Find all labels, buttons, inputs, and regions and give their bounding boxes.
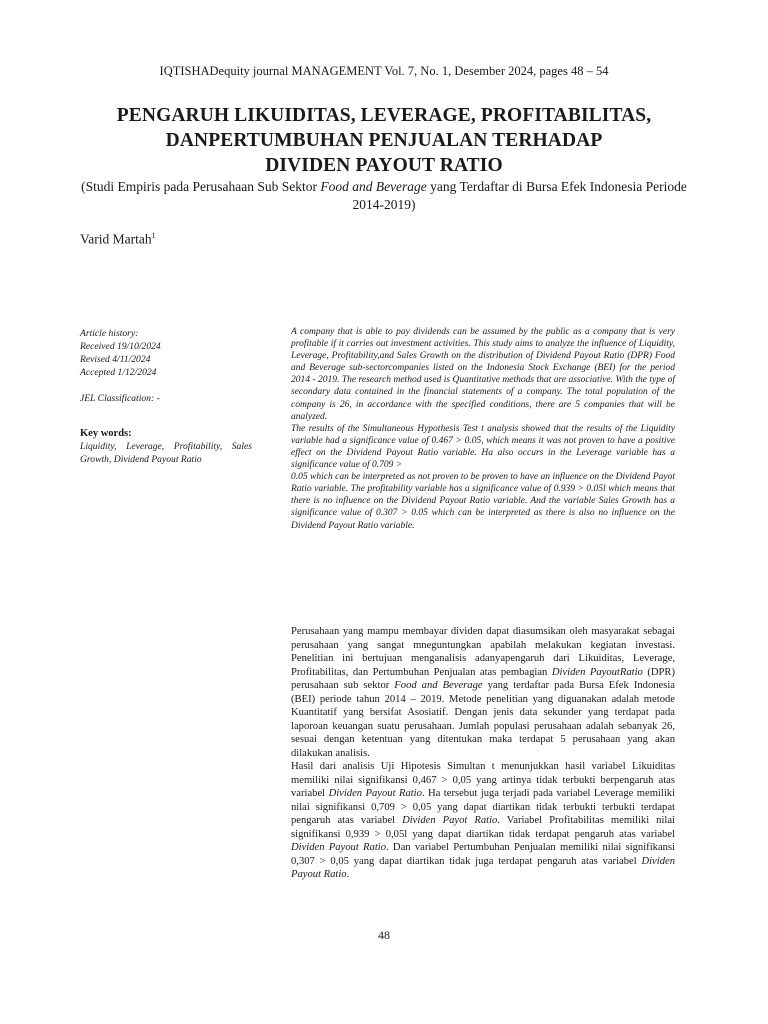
italic-term: Dividen Payot Ratio xyxy=(402,815,498,826)
revised-date: Revised 4/11/2024 xyxy=(80,354,151,365)
text-run: (DPR) perusahaan sub sektor xyxy=(291,666,675,691)
text-run: Perusahaan yang mampu membayar dividen dapat diasumsikan oleh masyarakat sebagai perusahaan yang sangat mneguntungkan apabilah melakukan kegiatan investasi. Penelitian ini bertujuan menganalisis adanyapengaruh dari Likuiditas, Leverage, Profitabilitas, dan Pertumbuhan Penjualan atas pembagian xyxy=(291,626,675,678)
title-line-1: PENGARUH LIKUIDITAS, LEVERAGE, PROFITABILITAS, xyxy=(116,105,652,126)
text-run: Hasil dari analisis Uji Hipotesis Simultan t menunjukkan hasil variabel Likuiditas memiliki nilai signifikansi 0,467 > 0,05 yang artinya tidak terbukti berpengaruh atas variabel xyxy=(291,761,675,799)
text-run: yang terdaftar pada Bursa Efek Indonesia (BEI) periode tahun 2014 – 2019. Metode penelitian yang diguanakan adalah metode Kuantitatif yang bersifat Asosiatif. Dengan jenis data sekunder yang terdapat pada laporoan keuangan suatu perusahaan. Jumlah populasi perusahaan adalah sebanyak 26, sesuai dengan ketentuan yang ditentukan maka terdapat 5 perusahaan yang akan dilakukan analisis. xyxy=(291,680,676,759)
italic-term: Food and Beverage xyxy=(394,680,483,691)
subtitle-text: (Studi Empiris pada Perusahaan Sub Sektor xyxy=(81,179,321,194)
accepted-date: Accepted 1/12/2024 xyxy=(80,367,157,378)
article-history-label: Article history: xyxy=(80,328,139,339)
jel-classification: JEL Classification: - xyxy=(80,393,160,404)
received-date: Received 19/10/2024 xyxy=(80,341,161,352)
subtitle-text-end: yang Terdaftar di Bursa Efek Indonesia Periode 2014-2019) xyxy=(352,179,687,212)
keywords-heading: Key words: xyxy=(80,428,132,439)
abstract-id-paragraph-1 xyxy=(291,625,675,760)
subtitle-italic: Food and Beverage xyxy=(320,179,427,194)
author-affiliation-mark: 1 xyxy=(151,231,156,240)
italic-term: Dividen Payout Ratio xyxy=(291,855,675,880)
author xyxy=(80,231,156,248)
journal-header: IQTISHADequity journal MANAGEMENT Vol. 7, No. 1, Desember 2024, pages 48 – 54 xyxy=(159,64,609,78)
italic-term: Dividen Payout Ratio xyxy=(328,788,422,799)
text-run: . xyxy=(346,869,350,880)
abstract-id-paragraph-2 xyxy=(291,760,675,882)
text-run: . Dan variabel Pertumbuhan Penjualan memiliki nilai signifikansi 0,307 > 0,05 yang dapat diartikan tidak juga terdapat pengaruh atas variabel xyxy=(291,842,676,867)
abstract-indonesian xyxy=(291,625,675,882)
article-title xyxy=(60,103,708,178)
abstract-en-paragraph-1: A company that is able to pay dividends can be assumed by the public as a company that is very profitable if it carries out investment activities. This study aims to analyze the influence of Liquidity, Leverage, Profitability,and Sales Growth on the distribution of Dividend Payout Ratio (DPR) Food and Beverage sub-sectorcompanies listed on the Indonesia Stock Exchange (BEI) for the period 2014 - 2019. The research method used is Quantitative methods that are associative. With the type of secondary data contained in the financial statements of a company. The total population of the company is 26, in accordance with the specified conditions, there are 5 companies that will be analyzed. xyxy=(291,327,675,422)
title-line-3: DIVIDEN PAYOUT RATIO xyxy=(265,155,503,176)
abstract-english xyxy=(291,326,675,532)
italic-term: Dividen Payout Ratio xyxy=(291,842,387,853)
text-run: . Variabel Profitabilitas memiliki nilai signifikansi 0,939 > 0,05l yang dapat diartikan tidak terdapat pengaruh atas variabel xyxy=(291,815,675,840)
abstract-en-paragraph-3: 0.05 which can be interpreted as not proven to be proven to have an influence on the Dividend Payot Ratio variable. The profitability variable has a significance value of 0.939 > 0.05l which means that there is no influence on the Dividend Payout Ratio variable. And the variable Sales Growth has a significance value of 0.307 > 0.05 which can be interpreted as there is also no influence on the Dividend Payout Ratio variable. xyxy=(291,472,675,531)
author-name: Varid Martah xyxy=(80,231,152,247)
page-number: 48 xyxy=(378,928,390,942)
abstract-en-paragraph-2: The results of the Simultaneous Hypothesis Test t analysis showed that the results of the Liquidity variable had a significance value of 0.467 > 0.05, which means it was not proven to have a positive effect on the Dividend Payout Ratio variable. Ha also occurs in the Leverage variable has a significance value of 0.709 > xyxy=(291,423,675,471)
article-info-sidebar xyxy=(80,327,252,466)
keywords-text: Liquidity, Leverage, Profitability, Sales Growth, Dividend Payout Ratio xyxy=(80,441,252,465)
title-line-2: DANPERTUMBUHAN PENJUALAN TERHADAP xyxy=(165,130,603,151)
article-subtitle xyxy=(80,178,688,214)
italic-term: Dividen PayoutRatio xyxy=(551,666,643,678)
text-run: . Ha tersebut juga terjadi pada variabel Leverage memiliki nilai signifikansi 0,709 > 0,05 yang dapat diartikan tidak terbukti terbukti terdapat pengaruh atas variabel xyxy=(291,788,676,826)
